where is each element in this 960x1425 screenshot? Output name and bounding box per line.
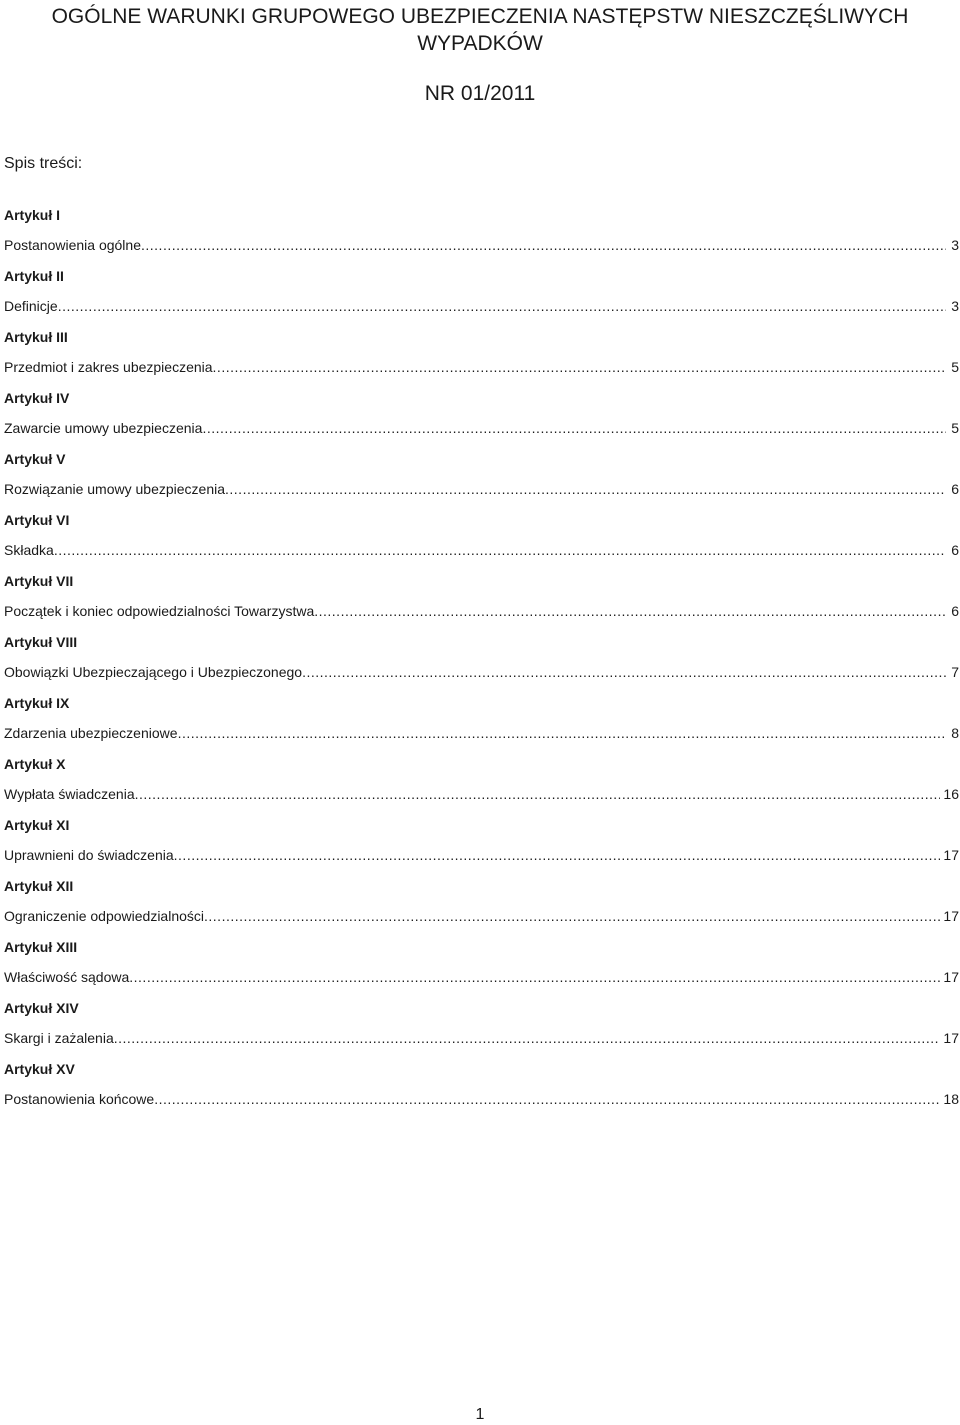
dot-leader	[129, 966, 940, 988]
toc-entry-title: Ograniczenie odpowiedzialności	[4, 908, 205, 924]
toc-article-label: Artykuł V	[4, 451, 66, 467]
toc-article-label: Artykuł II	[4, 268, 64, 284]
toc-article-label: Artykuł VI	[4, 512, 70, 528]
toc-page-number: 6	[951, 542, 959, 558]
dot-leader	[154, 1088, 940, 1110]
toc-entry	[4, 1058, 959, 1119]
toc-page-number: 5	[951, 359, 959, 375]
toc-entry-title: Właściwość sądowa	[4, 969, 130, 985]
toc-link[interactable]	[4, 234, 959, 265]
toc-entry-title: Uprawnieni do świadczenia	[4, 847, 174, 863]
toc-link[interactable]	[4, 1027, 959, 1058]
page-number: 1	[475, 1406, 485, 1423]
toc-entry-title: Postanowienia końcowe	[4, 1091, 155, 1107]
dot-leader	[141, 234, 946, 256]
toc-entry-title: Przedmiot i zakres ubezpieczenia	[4, 359, 213, 375]
toc-article-label: Artykuł IV	[4, 390, 70, 406]
document-title-line-2: WYPADKÓW	[417, 32, 543, 55]
toc-entry	[4, 631, 959, 692]
dot-leader	[135, 783, 941, 805]
toc-entry	[4, 692, 959, 753]
dot-leader	[178, 722, 946, 744]
toc-page-number: 5	[951, 420, 959, 436]
toc-entry	[4, 936, 959, 997]
dot-leader	[225, 478, 946, 500]
toc-article-label: Artykuł IX	[4, 695, 70, 711]
dot-leader	[213, 356, 946, 378]
toc-entry-title: Skargi i zażalenia	[4, 1030, 114, 1046]
toc-entry-title: Definicje	[4, 298, 58, 314]
dot-leader	[114, 1027, 941, 1049]
toc-article-label: Artykuł XII	[4, 878, 74, 894]
toc-page-number: 7	[951, 664, 959, 680]
toc-entry-title: Obowiązki Ubezpieczającego i Ubezpieczonego	[4, 664, 303, 680]
toc-link[interactable]	[4, 356, 959, 387]
toc-entry	[4, 997, 959, 1058]
toc-entry	[4, 265, 959, 326]
toc-entry	[4, 448, 959, 509]
toc-page-number: 3	[951, 237, 959, 253]
toc-entry	[4, 753, 959, 814]
toc-heading: Spis treści:	[4, 155, 83, 172]
toc-page-number: 3	[951, 298, 959, 314]
toc-entry-title: Zdarzenia ubezpieczeniowe	[4, 725, 178, 741]
toc-entry	[4, 387, 959, 448]
toc-link[interactable]	[4, 844, 959, 875]
toc-entry	[4, 204, 959, 265]
toc-article-label: Artykuł X	[4, 756, 66, 772]
dot-leader	[54, 539, 946, 561]
toc-entry-title: Rozwiązanie umowy ubezpieczenia	[4, 481, 226, 497]
toc-page-number: 8	[951, 725, 959, 741]
document-number: NR 01/2011	[424, 82, 536, 105]
toc-page-number: 17	[943, 969, 959, 985]
dot-leader	[204, 905, 940, 927]
document-title-line-1: OGÓLNE WARUNKI GRUPOWEGO UBEZPIECZENIA NASTĘPSTW NIESZCZĘŚLIWYCH	[51, 5, 909, 28]
table-of-contents	[4, 204, 959, 1119]
toc-link[interactable]	[4, 783, 959, 814]
toc-page-number: 17	[943, 1030, 959, 1046]
toc-link[interactable]	[4, 661, 959, 692]
toc-link[interactable]	[4, 295, 959, 326]
toc-link[interactable]	[4, 1088, 959, 1119]
toc-entry	[4, 814, 959, 875]
toc-entry-title: Początek i koniec odpowiedzialności Towarzystwa	[4, 603, 315, 619]
toc-link[interactable]	[4, 539, 959, 570]
toc-article-label: Artykuł XIV	[4, 1000, 79, 1016]
dot-leader	[202, 417, 946, 439]
toc-link[interactable]	[4, 600, 959, 631]
toc-article-label: Artykuł I	[4, 207, 61, 223]
toc-page-number: 16	[943, 786, 959, 802]
dot-leader	[314, 600, 946, 622]
toc-page-number: 6	[951, 603, 959, 619]
toc-article-label: Artykuł VIII	[4, 634, 78, 650]
toc-entry	[4, 326, 959, 387]
toc-entry	[4, 875, 959, 936]
toc-entry-title: Składka	[4, 542, 54, 558]
toc-entry-title: Zawarcie umowy ubezpieczenia	[4, 420, 203, 436]
toc-link[interactable]	[4, 966, 959, 997]
toc-entry	[4, 570, 959, 631]
toc-link[interactable]	[4, 417, 959, 448]
toc-link[interactable]	[4, 722, 959, 753]
toc-article-label: Artykuł XV	[4, 1061, 75, 1077]
toc-page-number: 17	[943, 847, 959, 863]
toc-article-label: Artykuł XIII	[4, 939, 78, 955]
toc-page-number: 17	[943, 908, 959, 924]
toc-page-number: 18	[943, 1091, 959, 1107]
toc-article-label: Artykuł XI	[4, 817, 70, 833]
dot-leader	[174, 844, 941, 866]
dot-leader	[302, 661, 946, 683]
toc-entry-title: Postanowienia ogólne	[4, 237, 141, 253]
toc-link[interactable]	[4, 478, 959, 509]
toc-page-number: 6	[951, 481, 959, 497]
toc-entry-title: Wypłata świadczenia	[4, 786, 135, 802]
toc-link[interactable]	[4, 905, 959, 936]
toc-article-label: Artykuł VII	[4, 573, 74, 589]
toc-entry	[4, 509, 959, 570]
toc-article-label: Artykuł III	[4, 329, 68, 345]
dot-leader	[58, 295, 946, 317]
